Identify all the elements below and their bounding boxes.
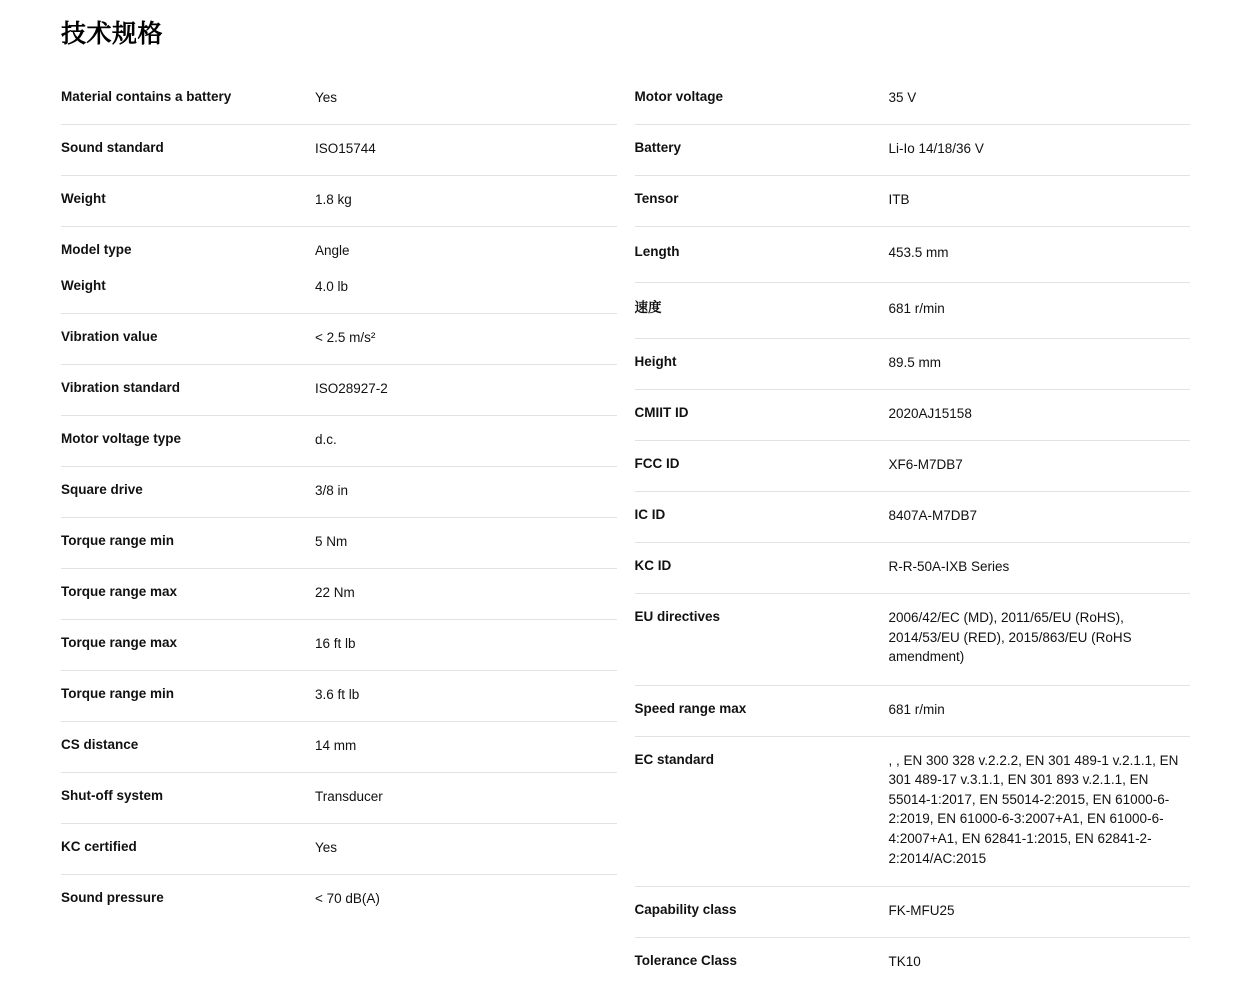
table-row xyxy=(61,227,617,270)
spec-label: Speed range max xyxy=(634,700,747,716)
spec-value: 35 V xyxy=(888,90,917,105)
table-row xyxy=(635,339,1191,390)
spec-label: Sound standard xyxy=(61,140,164,155)
spec-label: IC ID xyxy=(634,507,666,522)
spec-value: < 2.5 m/s² xyxy=(315,330,376,345)
table-row xyxy=(61,270,617,314)
spec-value: 3/8 in xyxy=(315,483,349,498)
spec-label: Capability class xyxy=(634,902,737,918)
table-row xyxy=(61,74,617,125)
spec-value: R-R-50A-IXB Series xyxy=(888,559,1010,574)
spec-value: TK10 xyxy=(888,954,921,970)
spec-label: EU directives xyxy=(634,609,721,624)
spec-page xyxy=(0,14,1251,970)
spec-value: 2006/42/EC (MD), 2011/65/EU (RoHS), 2014/53/EU (RED), 2015/863/EU (RoHS amendment) xyxy=(888,610,1132,665)
spec-label: Weight xyxy=(61,278,106,293)
spec-label: EC standard xyxy=(634,751,715,767)
spec-label: Motor voltage xyxy=(634,89,724,104)
spec-label: Torque range min xyxy=(61,686,175,701)
spec-value: FK-MFU25 xyxy=(888,903,955,919)
spec-value: Li-Io 14/18/36 V xyxy=(888,141,984,156)
table-row xyxy=(61,722,617,773)
spec-value: 14 mm xyxy=(315,738,357,753)
table-row xyxy=(635,441,1191,492)
spec-value: 16 ft lb xyxy=(315,636,356,651)
table-row xyxy=(635,492,1191,543)
spec-value: ISO28927-2 xyxy=(315,381,388,396)
spec-value: 22 Nm xyxy=(315,585,355,600)
table-row xyxy=(61,620,617,671)
table-row xyxy=(635,737,1191,887)
spec-value: Yes xyxy=(315,90,338,105)
table-row xyxy=(61,671,617,722)
spec-value: 4.0 lb xyxy=(315,279,349,294)
spec-column-left xyxy=(61,74,617,925)
spec-label: Square drive xyxy=(61,482,143,497)
spec-label: Shut-off system xyxy=(61,788,164,803)
spec-label: FCC ID xyxy=(634,456,680,471)
spec-columns xyxy=(30,74,1221,988)
table-row xyxy=(61,176,617,227)
spec-label: Length xyxy=(634,244,680,259)
spec-value: 3.6 ft lb xyxy=(315,687,360,702)
spec-label: Tensor xyxy=(634,191,679,206)
spec-value: ISO15744 xyxy=(315,141,376,156)
spec-value: 453.5 mm xyxy=(888,245,949,260)
table-row xyxy=(635,543,1191,594)
spec-value: ITB xyxy=(888,192,910,207)
table-row xyxy=(61,773,617,824)
spec-label: Height xyxy=(634,354,677,369)
table-row xyxy=(61,824,617,875)
table-row xyxy=(61,875,617,925)
spec-label: CS distance xyxy=(61,737,139,752)
spec-value: Yes xyxy=(315,840,338,855)
table-row xyxy=(61,314,617,365)
table-row xyxy=(635,176,1191,227)
table-row xyxy=(635,390,1191,441)
table-row xyxy=(635,74,1191,125)
spec-value: Angle xyxy=(315,243,350,258)
table-row xyxy=(635,686,1191,737)
spec-label: 速度 xyxy=(634,300,662,315)
table-row xyxy=(635,887,1191,938)
spec-label: Torque range max xyxy=(61,584,178,599)
table-row xyxy=(61,518,617,569)
spec-label: Torque range max xyxy=(61,635,178,650)
spec-value: 681 r/min xyxy=(888,701,945,717)
spec-label: Torque range min xyxy=(61,533,175,548)
spec-label: Motor voltage type xyxy=(61,431,182,446)
spec-label: Weight xyxy=(61,191,106,206)
table-row xyxy=(635,283,1191,339)
table-row xyxy=(61,365,617,416)
spec-label: KC certified xyxy=(61,839,137,854)
spec-label: Vibration value xyxy=(61,329,158,344)
spec-value: 681 r/min xyxy=(888,301,945,316)
table-row xyxy=(635,227,1191,283)
spec-label: Battery xyxy=(634,140,682,155)
page-title: 技术规格 xyxy=(61,20,164,48)
table-row xyxy=(61,467,617,518)
spec-value: d.c. xyxy=(315,432,337,447)
spec-value: Transducer xyxy=(315,789,383,804)
table-row xyxy=(61,125,617,176)
spec-value: , , EN 300 328 v.2.2.2, EN 301 489-1 v.2.1.1, EN 301 489-17 v.3.1.1, EN 301 893 v.2.1.1, EN 55014-1:2017, EN 55014-2:2015, EN 61000-6-2:2019, EN 61000-6-3:2007+A1, EN 61000-6-4:2007+A1, EN 62841-1:2015, EN 62841-2-2:2014/AC:2015 xyxy=(888,752,1179,866)
spec-label: CMIIT ID xyxy=(634,405,689,420)
spec-value: 5 Nm xyxy=(315,534,348,549)
table-row xyxy=(635,125,1191,176)
spec-label: Material contains a battery xyxy=(61,89,232,104)
spec-value: 2020AJ15158 xyxy=(888,406,972,421)
spec-label: Vibration standard xyxy=(61,380,181,395)
spec-column-right xyxy=(635,74,1191,988)
table-row xyxy=(635,938,1191,988)
spec-value: 8407A-M7DB7 xyxy=(888,508,978,523)
spec-value: 89.5 mm xyxy=(888,355,942,370)
table-row xyxy=(61,416,617,467)
table-row xyxy=(61,569,617,620)
spec-label: Model type xyxy=(61,242,132,257)
spec-label: Tolerance Class xyxy=(634,953,738,969)
spec-label: Sound pressure xyxy=(61,890,164,905)
spec-label: KC ID xyxy=(634,558,672,573)
table-row xyxy=(635,594,1191,686)
spec-value: XF6-M7DB7 xyxy=(888,457,963,472)
spec-value: < 70 dB(A) xyxy=(315,891,380,906)
spec-value: 1.8 kg xyxy=(315,192,352,207)
